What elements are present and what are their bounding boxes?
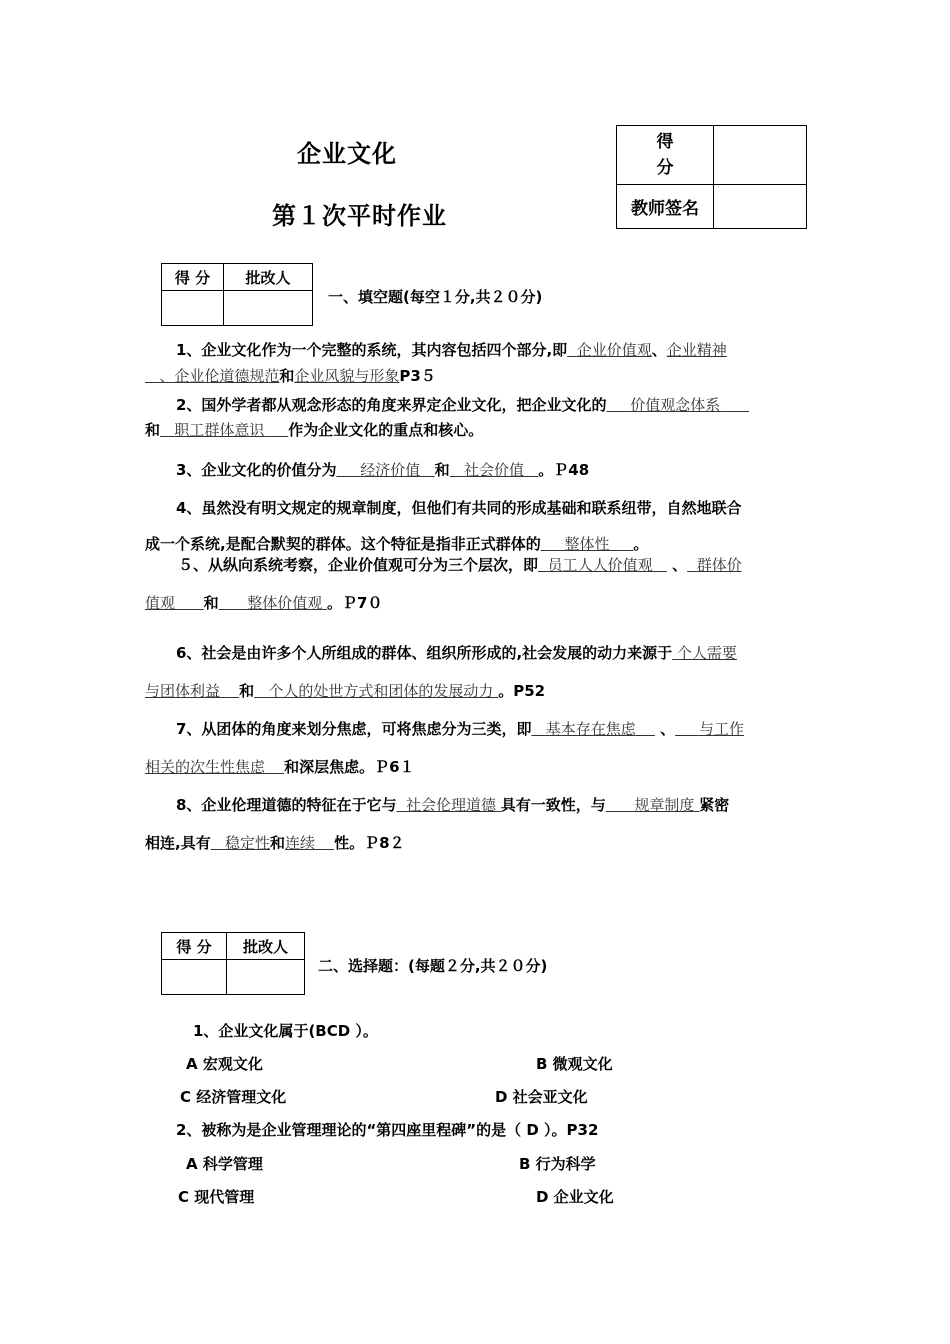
q8-line2 — [145, 833, 405, 853]
mc1-option-b: B 微观文化 — [536, 1055, 613, 1073]
score-label-cell — [617, 126, 714, 185]
mc2-option-b: B 行为科学 — [519, 1155, 596, 1173]
section2-title: 二、选择题：(每题２分,共２０分) — [318, 957, 548, 975]
q7-blank2b: 相关的次生性焦虑 — [145, 758, 266, 776]
q7-text-end: 和深层焦虑。Ｐ6１ — [284, 758, 415, 776]
q5-blank1: 员工人人价值观 — [547, 556, 653, 574]
q1-blank2: 企业精神 — [666, 341, 727, 359]
q6-ref: 。P52 — [498, 682, 546, 700]
q5-sep: 、 — [672, 556, 688, 574]
q2-and: 和 — [145, 421, 161, 439]
q3-ref: 。Ｐ48 — [538, 461, 590, 479]
q5-blank2a: 群体价 — [696, 556, 742, 574]
q1-ref: P3５ — [399, 367, 436, 385]
q2-line1 — [176, 395, 749, 415]
q1-blank4: 企业风貌与形象 — [294, 367, 400, 385]
q7-blank1: 基本存在焦虑 — [545, 720, 636, 738]
q2-text: 2、国外学者都从观念形态的角度来界定企业文化，把企业文化的 — [176, 396, 607, 414]
q4-text: 成一个系统,是配合默契的群体。这个特征是指非正式群体的 — [145, 535, 541, 553]
section1-score-label: 得 分 — [162, 264, 224, 291]
q7-text: 7、从团体的角度来划分焦虑，可将焦虑分为三类，即 — [176, 720, 532, 738]
q8-blank1: 社会伦理道德 — [406, 796, 497, 814]
q2-blank2: 职工群体意识 — [174, 421, 265, 439]
section2-score-cell[interactable] — [162, 960, 227, 995]
teacher-label-cell: 教师签名 — [617, 185, 714, 229]
mc2-option-a: A 科学管理 — [186, 1155, 263, 1173]
q7-blank2a: 与工作 — [698, 720, 744, 738]
section1-score-cell[interactable] — [162, 291, 224, 326]
q2-blank1: 价值观念体系 — [630, 396, 721, 414]
q8-text-e: 性。Ｐ8２ — [334, 834, 405, 852]
mc1-stem: 1、企业文化属于(BCD ）。 — [193, 1022, 378, 1040]
q7-sep: 、 — [660, 720, 676, 738]
q8-blank4: 连续 — [285, 834, 316, 852]
q5-text: ５、从纵向系统考察，企业价值观可分为三个层次，即 — [178, 556, 539, 574]
q8-blank3: 稳定性 — [225, 834, 271, 852]
score-label-1: 得 — [656, 132, 674, 152]
q4-end: 。 — [633, 535, 649, 553]
page-title: 企业文化 — [297, 140, 397, 168]
mc2-option-c: C 现代管理 — [178, 1188, 255, 1206]
q5-and: 和 — [203, 594, 219, 612]
q6-line1 — [176, 643, 737, 663]
q1-sep1: 、 — [651, 341, 667, 359]
q4-line1: 4、虽然没有明文规定的规章制度，但他们有共同的形成基础和联系纽带，自然地联合 — [176, 499, 742, 517]
q3-blank1: 经济价值 — [360, 461, 421, 479]
q8-text-d: 相连,具有 — [145, 834, 211, 852]
q6-line2 — [145, 681, 545, 701]
q6-blank1a: 个人需要 — [676, 644, 737, 662]
q4-blank1: 整体性 — [564, 535, 610, 553]
q5-ref: 。Ｐ7０ — [327, 594, 383, 612]
section2-grader-cell[interactable] — [227, 960, 305, 995]
q1-text: 1、企业文化作为一个完整的系统，其内容包括四个部分,即 — [176, 341, 568, 359]
page-subtitle: 第１次平时作业 — [272, 202, 447, 230]
q8-line1 — [176, 795, 729, 815]
q8-text-b: 具有一致性，与 — [500, 796, 606, 814]
section1-grader-cell[interactable] — [224, 291, 313, 326]
q2-text-end: 作为企业文化的重点和核心。 — [288, 421, 484, 439]
mc2-stem: 2、被称为是企业管理理论的“第四座里程碑”的是（ D ）。P32 — [176, 1121, 599, 1139]
section1-title: 一、填空题(每空１分,共２０分) — [328, 288, 543, 306]
q6-and: 和 — [239, 682, 255, 700]
section1-grading-table — [161, 263, 313, 326]
mc1-option-a: A 宏观文化 — [186, 1055, 263, 1073]
section1-grader-label: 批改人 — [224, 264, 313, 291]
q3-text: 3、企业文化的价值分为 — [176, 461, 337, 479]
q1-and: 和 — [279, 367, 295, 385]
q5-line2 — [145, 593, 382, 613]
q7-line2 — [145, 757, 415, 777]
q7-line1 — [176, 719, 744, 739]
q8-and: 和 — [270, 834, 286, 852]
q4-line2 — [145, 534, 648, 554]
q1-line1 — [176, 340, 727, 360]
q2-line2 — [145, 420, 483, 440]
mc1-option-d: D 社会亚文化 — [495, 1088, 588, 1106]
q6-blank2: 个人的处世方式和团体的发展动力 — [268, 682, 494, 700]
q3-blank2: 社会价值 — [463, 461, 524, 479]
q5-line1 — [178, 555, 742, 575]
section2-grading-table — [161, 932, 305, 995]
q8-blank2: 规章制度 — [634, 796, 695, 814]
q3-line — [176, 460, 589, 480]
mc1-option-c: C 经济管理文化 — [180, 1088, 287, 1106]
mc2-option-d: D 企业文化 — [536, 1188, 614, 1206]
teacher-signature-cell[interactable] — [714, 185, 807, 229]
q1-line2 — [145, 366, 436, 386]
q6-text: 6、社会是由许多个人所组成的群体、组织所形成的,社会发展的动力来源于 — [176, 644, 673, 662]
score-label-2: 分 — [656, 158, 674, 178]
q3-and: 和 — [434, 461, 450, 479]
section2-grader-label: 批改人 — [227, 933, 305, 960]
q5-blank3: 整体价值观 — [247, 594, 323, 612]
q8-text-c: 紧密 — [699, 796, 730, 814]
q5-blank2b: 值观 — [145, 594, 176, 612]
score-value-cell[interactable] — [714, 126, 807, 185]
score-signature-table — [616, 125, 807, 229]
q1-sep2: 、 — [159, 367, 175, 385]
q6-blank1b: 与团体利益 — [145, 682, 221, 700]
q1-blank3: 企业伦道德规范 — [174, 367, 280, 385]
section2-score-label: 得 分 — [162, 933, 227, 960]
q8-text: 8、企业伦理道德的特征在于它与 — [176, 796, 397, 814]
q1-blank1: 企业价值观 — [576, 341, 652, 359]
